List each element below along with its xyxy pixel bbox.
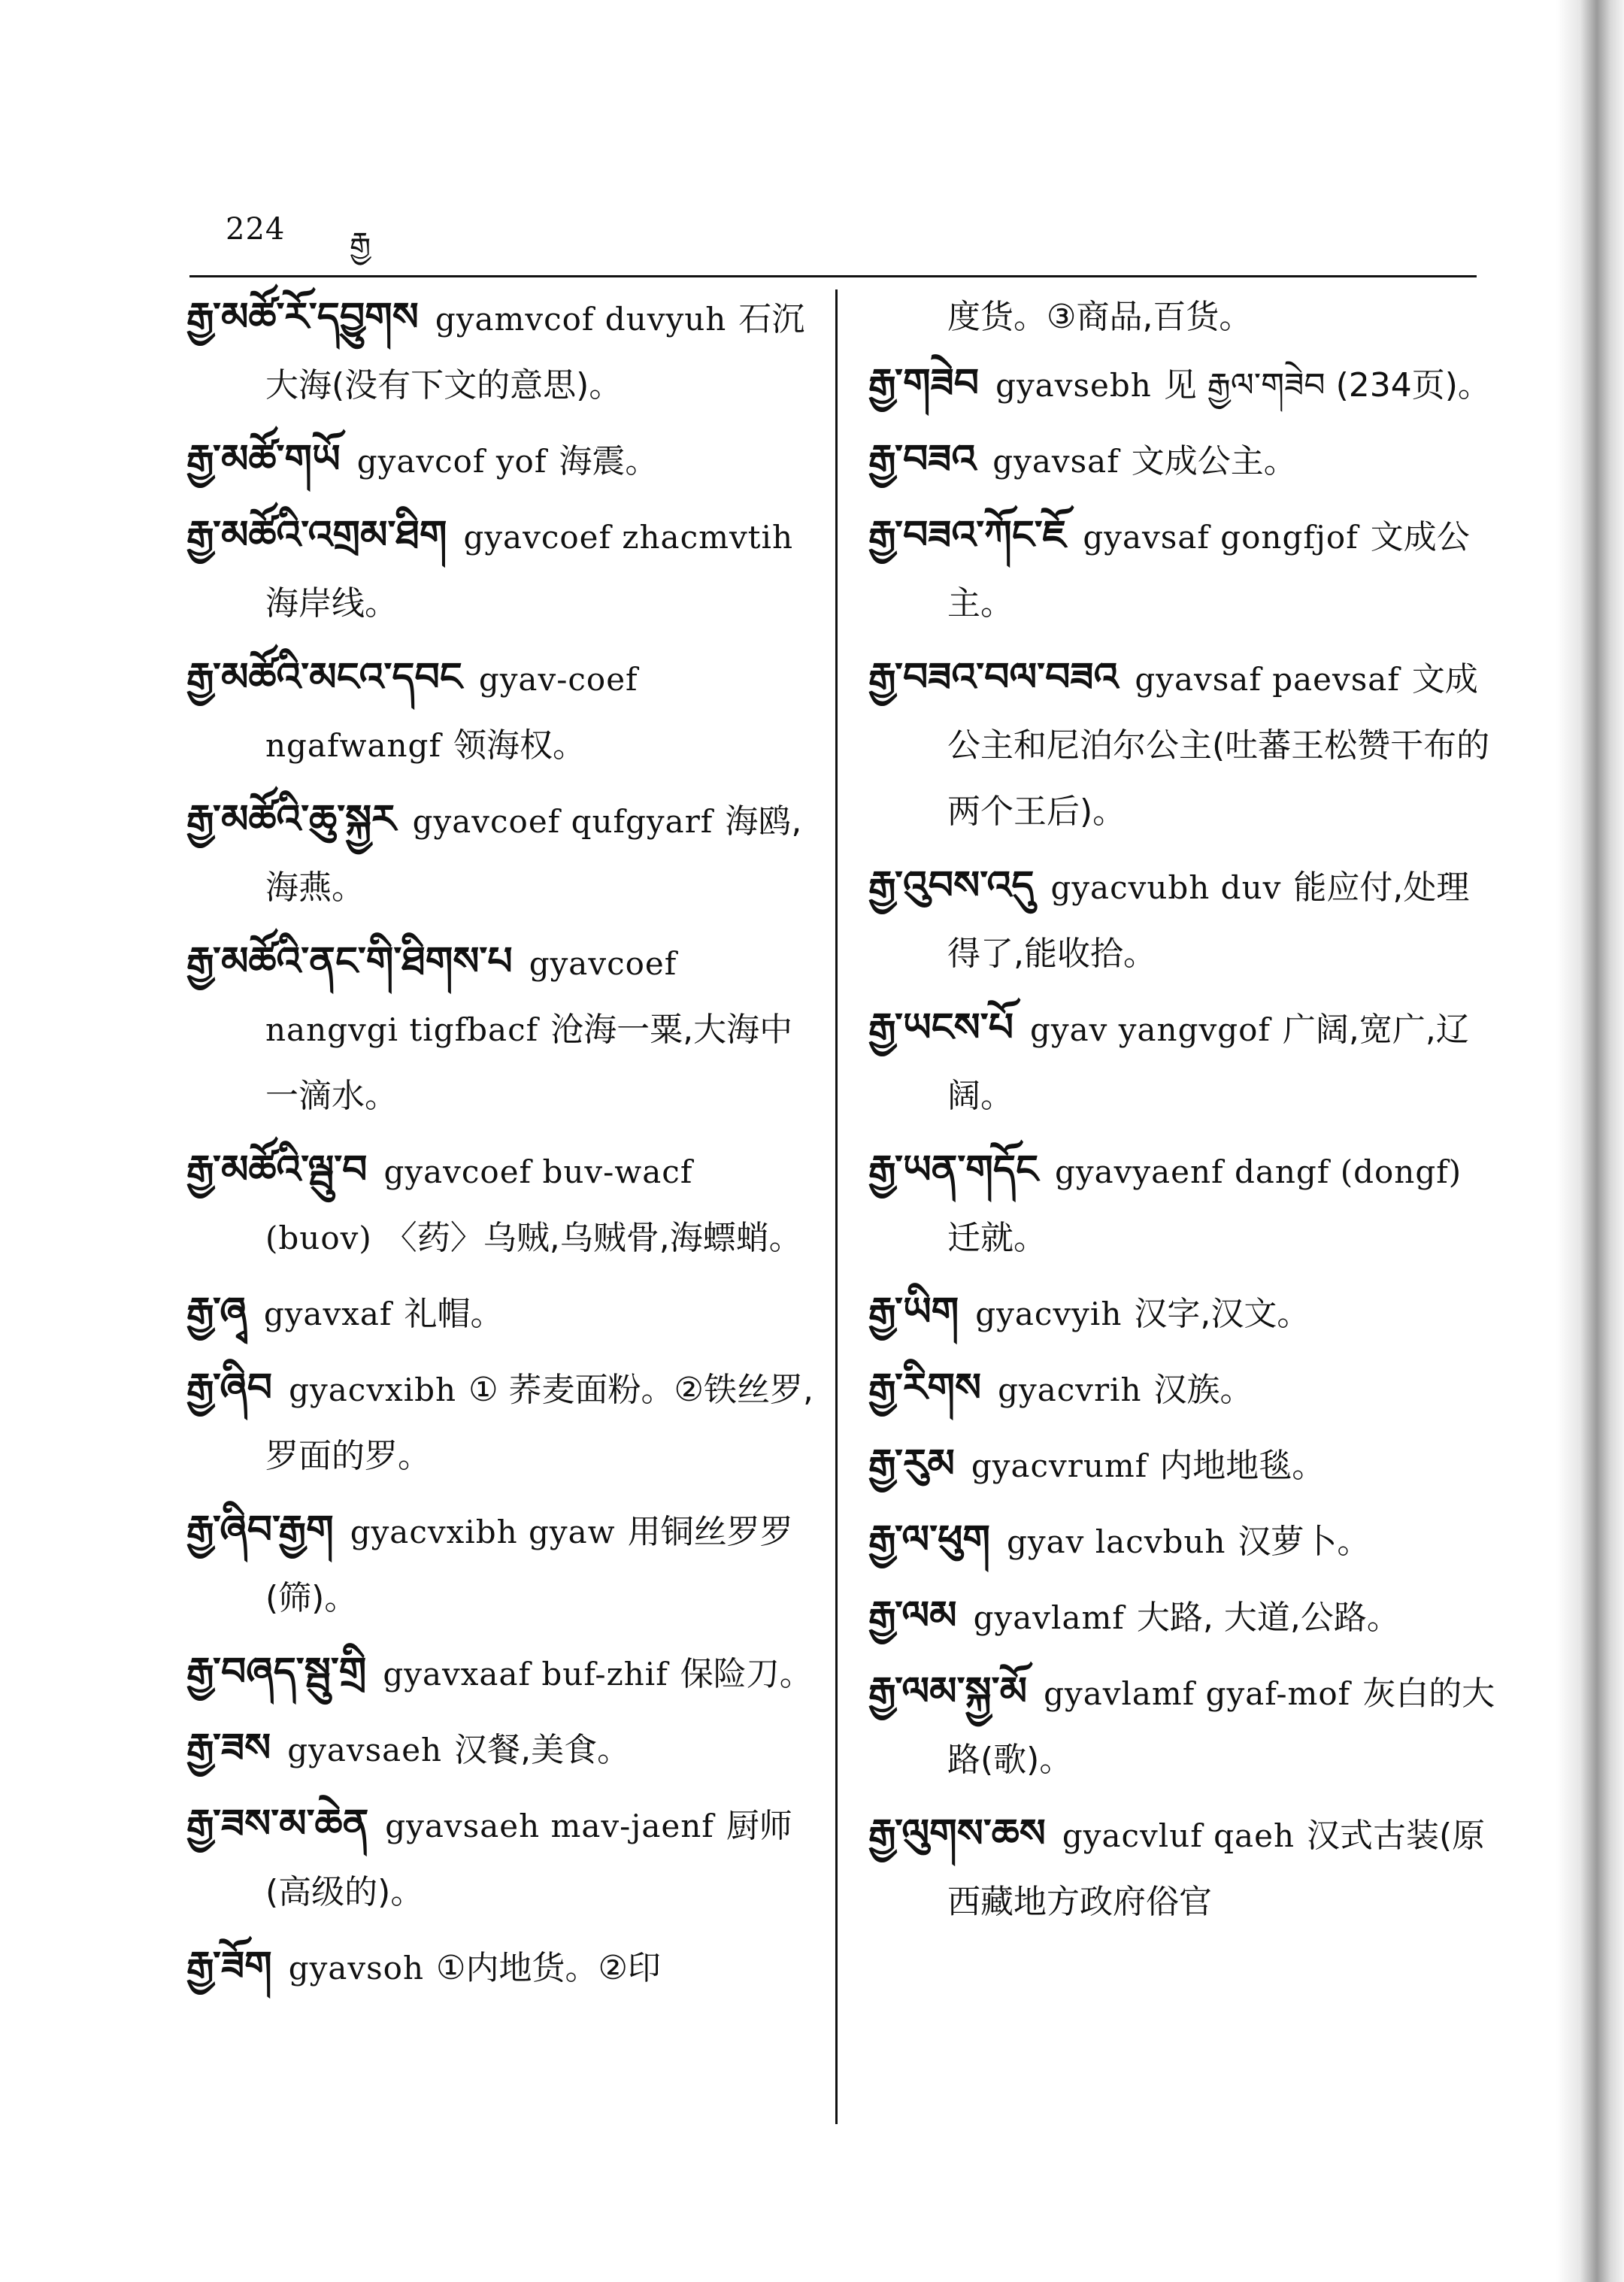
entry-gloss: 汉萝卜。 <box>1238 1523 1371 1561</box>
dictionary-entry <box>186 1279 814 1347</box>
entry-headword: རྒྱ་རུམ <box>868 1441 955 1486</box>
entry-headword: རྒྱ་འུབས་འདུ <box>868 863 1035 908</box>
entry-romanization: gyavyaenf dangf (dongf) <box>1055 1153 1462 1190</box>
entry-romanization: gyavsaf <box>992 443 1120 480</box>
entry-romanization: gyavsaf gongfjof <box>1083 519 1359 556</box>
entry-gloss: 文成公主和尼泊尔公主(吐蕃王松赞干布的两个王后)。 <box>947 660 1490 831</box>
entry-gloss: 文成公主。 <box>1131 442 1297 480</box>
dictionary-entry <box>186 644 814 779</box>
dictionary-entry <box>868 350 1496 419</box>
dictionary-entry <box>868 1801 1496 1935</box>
dictionary-entry <box>868 426 1496 495</box>
entry-romanization: gyavsaeh <box>287 1732 443 1768</box>
dictionary-entry <box>868 1507 1496 1575</box>
entry-headword: རྒྱ་ཟས <box>186 1726 271 1771</box>
entry-romanization: gyavcoef nangvgi tigfbacf <box>265 945 677 1048</box>
entry-headword: རྒྱ་རིགས <box>868 1365 982 1411</box>
page-number: 224 <box>226 212 286 247</box>
entry-headword: རྒྱ་ཞིབ་རྒྱག <box>186 1508 334 1553</box>
dictionary-entry <box>186 1933 814 2002</box>
entry-headword: རྒྱ་གཟེབ <box>868 361 980 406</box>
entry-romanization: gyacvrumf <box>971 1447 1148 1484</box>
dictionary-entry <box>186 1715 814 1783</box>
entry-headword: རྒྱ་མཚོ་རོ་དབྱུགས <box>186 295 419 340</box>
entry-gloss: 广阔,宽广,辽阔。 <box>947 1011 1469 1115</box>
entry-gloss: 海岸线。 <box>265 584 398 623</box>
dictionary-entry <box>186 1639 814 1708</box>
dictionary-entry <box>868 644 1496 845</box>
entry-gloss: 用铜丝罗罗(筛)。 <box>265 1513 793 1617</box>
entry-gloss: 礼帽。 <box>404 1295 504 1333</box>
entry-gloss: 海震。 <box>559 442 659 480</box>
entry-headword: རྒྱ་བཟའ་བལ་བཟའ <box>868 655 1119 700</box>
entry-headword: རྒྱ་མཚོའི་མངའ་དབང <box>186 655 462 700</box>
entry-romanization: gyacvxibh <box>289 1371 457 1408</box>
entry-gloss: ①内地货。②印 <box>436 1949 661 1987</box>
entry-headword: རྒྱ་བཟའ་ཀོང་ཇོ <box>868 513 1067 558</box>
entry-romanization: gyavlamf gyaf-mof <box>1044 1675 1351 1712</box>
dictionary-entry <box>868 995 1496 1129</box>
entry-gloss: 灰白的大路(歌)。 <box>947 1674 1495 1779</box>
dictionary-entry <box>868 1659 1496 1793</box>
entry-headword: རྒྱ་ཡངས་པོ <box>868 1005 1014 1050</box>
entry-romanization: gyamvcof duvyuh <box>435 301 727 338</box>
entry-gloss: 厨师(高级的)。 <box>265 1807 792 1911</box>
entry-headword: རྒྱ་ཞྭ <box>186 1289 247 1335</box>
entry-headword: རྒྱ་ཡིག <box>868 1289 959 1335</box>
entry-romanization: gyav lacvbuh <box>1006 1523 1226 1560</box>
entry-gloss: 大路, 大道,公路。 <box>1136 1599 1400 1637</box>
entry-romanization: gyacvubh duv <box>1050 869 1282 906</box>
entry-romanization: gyavsoh <box>288 1950 425 1987</box>
entry-gloss: 迁就。 <box>947 1219 1047 1257</box>
entry-romanization: gyavxaf <box>263 1296 392 1332</box>
dictionary-entry <box>868 853 1496 987</box>
entry-headword: རྒྱ་ལམ <box>868 1593 957 1638</box>
dictionary-entry <box>868 1431 1496 1499</box>
entry-romanization: gyavcoef buv-wacf (buov) <box>265 1153 693 1256</box>
entry-gloss: 汉餐,美食。 <box>454 1731 631 1769</box>
right-column <box>868 284 1496 1935</box>
dictionary-entry <box>186 426 814 495</box>
entry-gloss: 文成公主。 <box>947 518 1470 623</box>
entry-romanization: gyavsaeh mav-jaenf <box>385 1808 714 1844</box>
entry-romanization: gyavlamf <box>973 1599 1125 1636</box>
entry-gloss: 见 རྒྱལ་གཟེབ (234页)。 <box>1163 366 1491 405</box>
entry-gloss: 内地地毯。 <box>1159 1447 1326 1485</box>
entry-romanization: gyavcoef qufgyarf <box>412 803 714 840</box>
entry-gloss: 汉族。 <box>1153 1371 1253 1409</box>
entry-romanization: gyavxaaf buf-zhif <box>383 1656 668 1693</box>
dictionary-entry <box>186 929 814 1129</box>
dictionary-entry <box>186 284 814 419</box>
entry-romanization: gyavcoef zhacmvtih <box>463 519 794 556</box>
entry-romanization: gyav yangvgof <box>1030 1011 1271 1048</box>
entry-gloss: 领海权。 <box>453 726 586 765</box>
entry-romanization: gyavcof yof <box>356 443 547 480</box>
dictionary-entry <box>868 1355 1496 1423</box>
entry-headword: རྒྱ་མཚོའི་ཆུ་སྐྱར <box>186 797 396 842</box>
dictionary-entry <box>868 1279 1496 1347</box>
entry-headword: རྒྱ་མཚོའི་ནང་གི་ཐིགས་པ <box>186 939 513 984</box>
entry-headword: རྒྱ་ཞིབ <box>186 1365 273 1411</box>
entry-gloss: 〈药〉乌贼,乌贼骨,海螵蛸。 <box>383 1219 802 1257</box>
dictionary-entry <box>186 1355 814 1490</box>
dictionary-entry <box>186 1137 814 1271</box>
entry-gloss: ① 荞麦面粉。②铁丝罗,罗面的罗。 <box>265 1371 814 1475</box>
entry-romanization: gyacvyih <box>975 1296 1123 1332</box>
entry-headword: རྒྱ་བཞད་སྦུ་གྲི <box>186 1650 367 1695</box>
entry-headword: རྒྱ་མཚོ་གཡོ <box>186 437 341 482</box>
entry-headword: རྒྱ་མཚོའི་ལྦུ་བ <box>186 1147 368 1193</box>
entry-romanization: gyav-coef ngafwangf <box>265 661 638 764</box>
dictionary-entry <box>186 1791 814 1926</box>
entry-headword: རྒྱ་ཟས་མ་ཆེན <box>186 1802 369 1847</box>
entry-headword: རྒྱ་ལམ་སྐྱ་མོ <box>868 1669 1028 1714</box>
entry-gloss: 石沉大海(没有下文的意思)。 <box>265 300 805 405</box>
entry-headword: རྒྱ་ལུགས་ཆས <box>868 1811 1046 1856</box>
entry-romanization: gyacvrih <box>998 1371 1142 1408</box>
entry-headword: རྒྱ་བཟའ <box>868 437 977 482</box>
entry-headword: རྒྱ་མཚོའི་འགྲམ་ཐིག <box>186 513 447 558</box>
dictionary-entry <box>186 1497 814 1632</box>
entry-gloss: 汉字,汉文。 <box>1134 1295 1310 1333</box>
entry-romanization: gyavsebh <box>995 367 1152 404</box>
continued-gloss: 度货。③商品,百货。 <box>947 298 1253 336</box>
entry-headword: རྒྱ་ལ་ཕུག <box>868 1517 990 1562</box>
dictionary-entry <box>868 1583 1496 1651</box>
entry-gloss: 沧海一粟,大海中一滴水。 <box>265 1011 793 1115</box>
entry-gloss: 保险刀。 <box>680 1655 813 1693</box>
column-divider <box>835 289 838 2124</box>
section-letter: རྒྱ <box>350 226 371 261</box>
entry-romanization: gyacvxibh gyaw <box>350 1514 616 1550</box>
entry-romanization: gyavsaf paevsaf <box>1135 661 1400 698</box>
dictionary-entry <box>186 502 814 637</box>
left-column <box>186 284 814 2002</box>
entry-gloss: 汉式古装(原西藏地方政府俗官 <box>947 1817 1486 1921</box>
entry-headword: རྒྱ་ཡན་གདོང <box>868 1147 1038 1193</box>
entry-gloss: 海鸥,海燕。 <box>265 802 802 907</box>
page-edge-shadow <box>1556 0 1624 2282</box>
entry-headword: རྒྱ་ཟོག <box>186 1944 272 1989</box>
dictionary-entry <box>868 1137 1496 1271</box>
entry-gloss: 能应付,处理得了,能收拾。 <box>947 868 1470 973</box>
entry-romanization: gyacvluf qaeh <box>1062 1817 1295 1854</box>
header-rule <box>189 275 1477 277</box>
dictionary-entry <box>868 502 1496 637</box>
dictionary-entry <box>186 786 814 921</box>
